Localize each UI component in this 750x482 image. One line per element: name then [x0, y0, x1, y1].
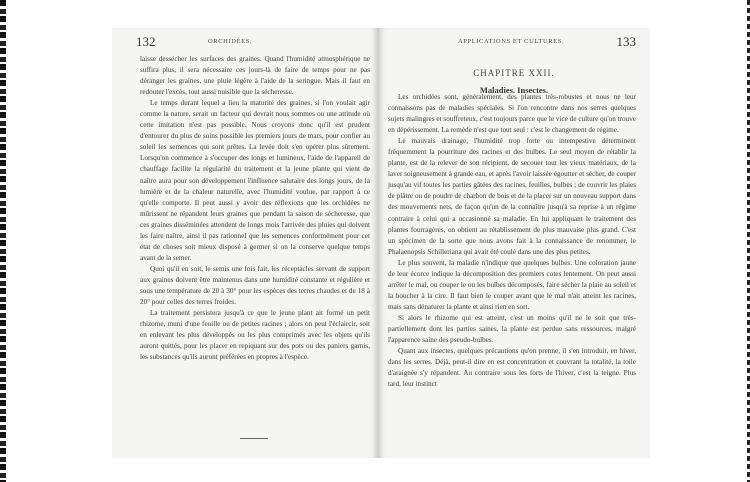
- left-header: [136, 36, 368, 50]
- paragraph: Quant aux insectes, quelques précautions qu'on prenne, il s'en introduit, en hiver, dans les serres. Déjà, peut-il dire en est concentration et couvrant la totalité, la toile d'araignée s'y répandent. Au contraire sous les forts de l'hiver, c'est la teigne. Plus tard, leur instinct: [388, 347, 636, 389]
- paragraph: Le temps durant lequel a lieu la maturité des graines, si l'on voulait agir comme la nature, serait un facteur qui devrait nous sommes ou une attitude où cette imitation n'est pas possible. Nous croyons donc qu'il est prudent d'entourer du plus de soins possible les premiers jours de mars, pour confier au soleil les semences qui sont prêtes. La levée doit s'en opérer plus sûrement. Lorsqu'on commence à s'occuper des longs et lumineux, l'aide de l'appareil de chauffage facilite la régularité du traitement et la jeune plante qui vient de naître aura pour son développement l'influence salutaire des longs jours, de la lumière et de la chaleur naturelle, avec l'humidité voulue, par rapport à ce qu'elle comporte. Il peut aussi y avoir des réflexions que les orchidées ne mûrissent ne répandent leurs graines que pendant la saison de sécheresse, que ces graines disséminées attendent de longs mois l'arrivée des pluies qui doivent les faire naître, ainsi il pas rationnel que les semences conformément pour cet état de choses soit mieux disposé à germer si on la conserve quelque temps avant de la semer.: [140, 99, 370, 262]
- paragraph: Le plus souvent, la maladie n'indique que quelques bulbes. Une coloration jaune de leur écorce indique la décomposition des premiers cotes lentement. On peut aussi arrêter le mal, ou couper le ou les bulbes décomposés, faire sécher la plaie au soleil et la boucher à la cire. Il faut bien le couper avant que le mal n'ait atteint les racines, mais sans dénaturer la plante et ainsi rien en sort.: [388, 258, 636, 311]
- paragraph: Si alors le rhizome qui est atteint, c'est un moins qu'il ne le soit que très-partiellement dont les parties saines, la plante est perdue sans ressources, malgré l'apparence saine des pseudo-bulbes.: [388, 313, 636, 345]
- paragraph: La traitement persistera jusqu'à ce que le jeune plant ait formé un petit rhizome, muni d'une feuille ou de petites racines ; alors on peut l'éclaircir, soit en enlevant les plus développés ou les plus comprimés avec les objets qu'ils auront quittés, pour les placer en repiquant sur des pots ou des paniers garnis, les substances qu'ils auront préférées en propres à l'espèce.: [140, 309, 370, 362]
- book-spread: [112, 28, 650, 458]
- left-body-text: [140, 54, 370, 363]
- chapter-heading: CHAPITRE XXII.: [473, 68, 555, 78]
- running-title: ORCHIDÉES.: [208, 38, 253, 45]
- page-number: 132: [136, 34, 156, 49]
- right-body-text: [388, 92, 636, 390]
- scan-edge-left: [0, 0, 6, 482]
- paragraph: Le mauvais drainage, l'humidité trop forte ou intempestive déterminent fréquemment la pourriture des racines et des bulbes. Le seul moyen de rétablir la plante, est de la relever de son récipient, de secouer tout les vieux matériaux, de la laver soigneusement à grande eau, et après l'avoir laissée égoutter et sécher, de couper jusqu'au vif toutes les parties gâtées des racines, feuilles, bulbes ; de couvrir les plaies de plâtre ou de poudre de charbon de bois et de la placer sur un nouveau support dans des mouvements nets, de façon qu'un de la connaître jusqu'à sa reprise à un régime contraire à celui qui a occasionné sa maladie. En lui appliquant le traitement des plantes fourragères, on obtient au rétablissement de plus mauvaise plus grand. C'est un spécimen de la sorte que nous avons fait à la connaissance de renommer, le Phalaenopsis Schilleriana qui avait été coulé dans une des plus petites.: [388, 137, 636, 256]
- paragraph: Les orchidées sont, généralement, des plantes très-robustes et nous ne leur connaissons pas de maladies spéciales. Si l'on rencontre dans nos serres quelques sujets malingres et souffreteux, c'est toujours parce que le vice de culture qu'on trouve en dépérissement. La remède n'est que tout seul : c'est le changement de régime.: [388, 93, 636, 135]
- section-heading: Maladies. Insectes.: [479, 85, 549, 95]
- page-number: 133: [616, 34, 636, 49]
- left-page: [112, 28, 378, 458]
- paragraph: laisse dessécher les surfaces des graines. Quand l'humidité atmosphérique ne suffira plus, il sera nécessaire ces jours-là de faire de temps pour ne pas déranger les graines, une pluie légère à l'aide de la seringue. Mais il faut en redouter l'excès, tout aussi nuisible que la sécheresse.: [140, 55, 370, 97]
- right-header: [388, 36, 636, 50]
- end-rule: [240, 438, 268, 439]
- paragraph: Quoi qu'il en soit, le semis une fois fait, les réceptacles servant de support aux graines doivent être maintenus dans une humidité constante et régulière et sous une température de 20 à 30° pour les espèces des terres chaudes et de 18 à 20° pour celles des terres froides.: [140, 264, 370, 307]
- running-title: APPLICATIONS ET CULTURES.: [458, 38, 565, 45]
- right-page: [378, 28, 650, 458]
